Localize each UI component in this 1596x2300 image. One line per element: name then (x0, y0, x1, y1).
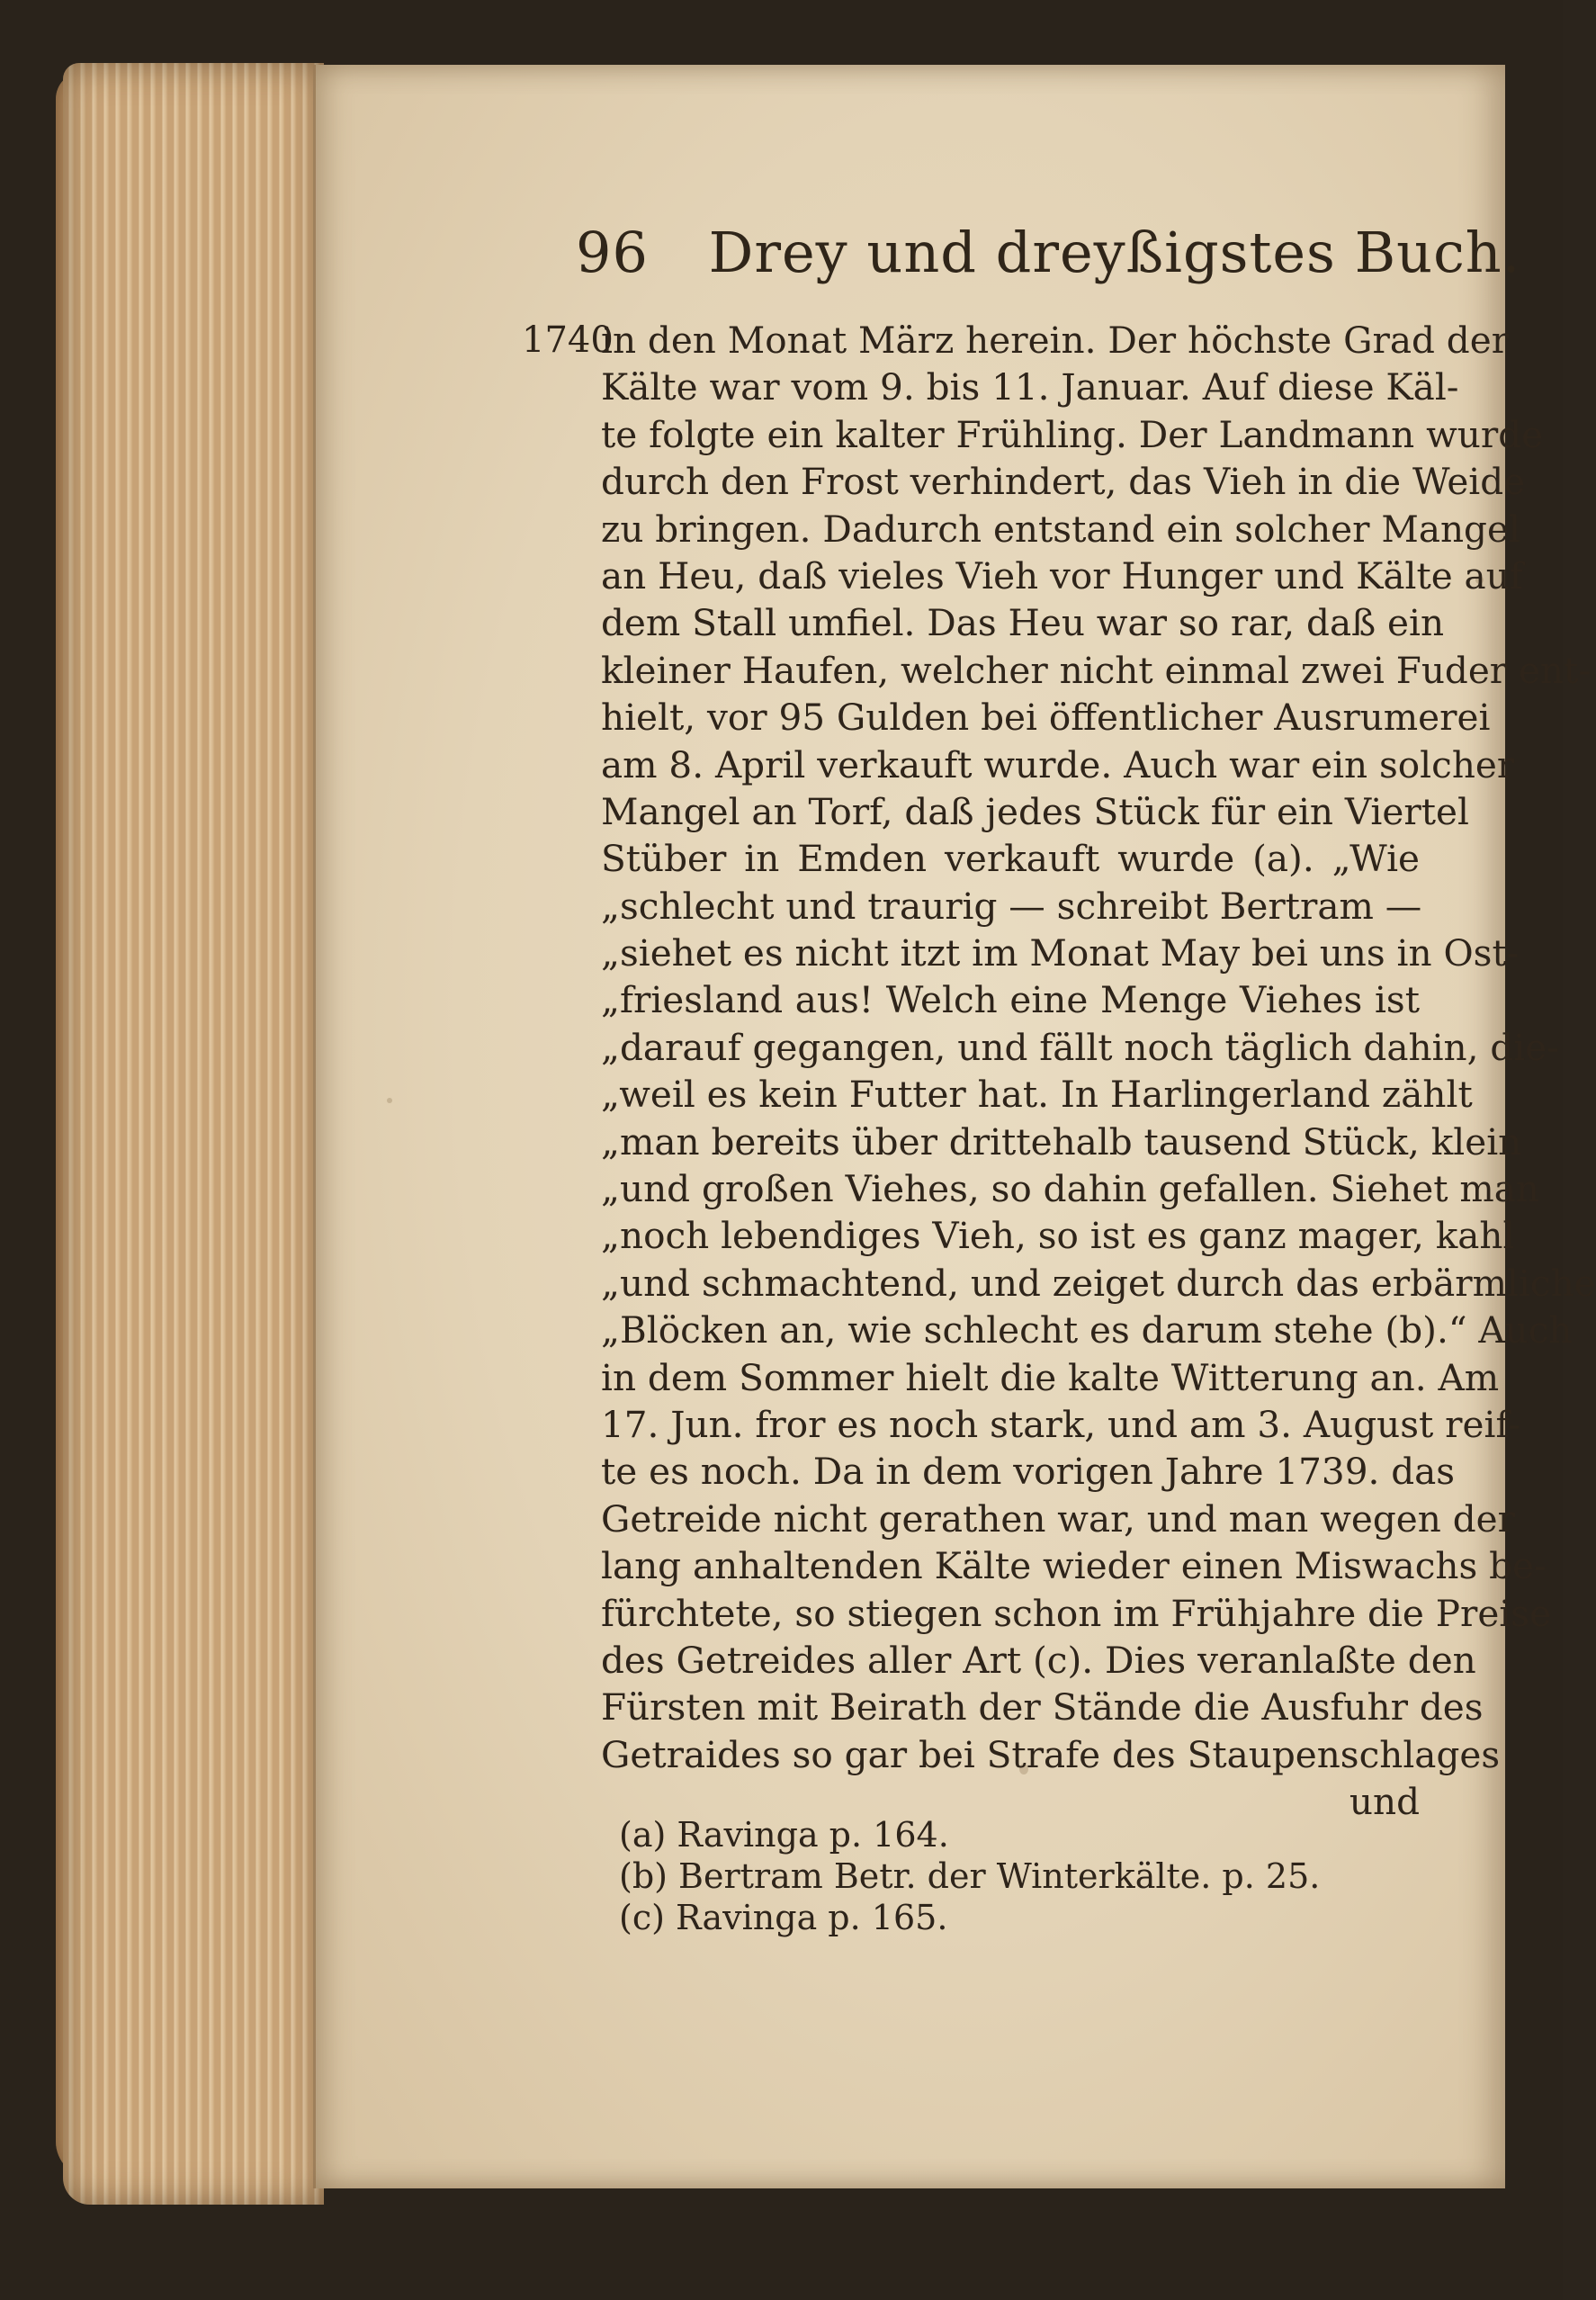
footnote: (c) Ravinga p. 165. (619, 1898, 948, 1937)
text-line: „friesland aus! Welch eine Menge Viehes ist (601, 978, 1420, 1022)
text-line: Kälte war vom 9. bis 11. Januar. Auf diese Käl- (601, 365, 1459, 409)
text-line: Getreide nicht gerathen war, und man wegen der (601, 1496, 1515, 1541)
running-head (576, 220, 1521, 285)
text-line: „und schmachtend, und zeiget durch das erbärmliche (601, 1261, 1596, 1305)
text-line: te folgte ein kalter Frühling. Der Landmann wurde (601, 412, 1544, 456)
text-line: am 8. April verkauft wurde. Auch war ein solcher (601, 742, 1515, 786)
text-line: fürchtete, so stiegen schon im Frühjahre die Preise (601, 1591, 1552, 1635)
text-line: „weil es kein Futter hat. In Harlingerland zählt (601, 1073, 1473, 1117)
text-line: „noch lebendiges Vieh, so ist es ganz mager, kahl (601, 1214, 1515, 1258)
text-line: „und großen Viehes, so dahin gefallen. Siehet man (601, 1167, 1539, 1211)
footnotes (619, 1814, 1357, 1938)
chapter-title: Drey und dreyßigstes Buch. (708, 220, 1521, 285)
text-line: hielt, vor 95 Gulden bei öffentlicher Ausrumerei (601, 696, 1491, 740)
text-line: „Blöcken an, wie schlecht es darum stehe (b).“ Auch (601, 1308, 1573, 1352)
text-line: durch den Frost verhindert, das Vieh in die Weide (601, 460, 1526, 504)
text-line: kleiner Haufen, welcher nicht einmal zwei Fuder ent- (601, 648, 1592, 692)
text-line: in den Monat März herein. Der höchste Grad der (601, 319, 1510, 362)
text-line: Stüber in Emden verkauft wurde (a). „Wie (601, 837, 1420, 881)
text-line: Fürsten mit Beirath der Stände die Ausfuhr des (601, 1685, 1484, 1729)
margin-year: 1740 (522, 319, 614, 361)
text-line: lang anhaltenden Kälte wieder einen Miswachs be- (601, 1544, 1547, 1588)
text-line: „schlecht und traurig — schreibt Bertram — (601, 884, 1422, 928)
text-line: an Heu, daß vieles Vieh vor Hunger und Kälte auf (601, 553, 1523, 597)
text-line: „siehet es nicht itzt im Monat May bei uns in Ost- (601, 931, 1520, 975)
body-text (601, 317, 1596, 1826)
text-line: in dem Sommer hielt die kalte Witterung an. Am (601, 1355, 1500, 1399)
page-edges (63, 63, 324, 2205)
footnote: (b) Bertram Betr. der Winterkälte. p. 25. (619, 1856, 1321, 1896)
text-line: Mangel an Torf, daß jedes Stück für ein Viertel (601, 789, 1469, 833)
text-line: „man bereits über drittehalb tausend Stück, klein (601, 1119, 1522, 1163)
text-line: 17. Jun. fror es noch stark, und am 3. August reif- (601, 1402, 1520, 1446)
page-number: 96 (576, 220, 649, 285)
gutter-shadow (313, 65, 316, 2188)
text-line: te es noch. Da in dem vorigen Jahre 1739. das (601, 1450, 1456, 1494)
footnote: (a) Ravinga p. 164. (619, 1815, 949, 1855)
text-line: zu bringen. Dadurch entstand ein solcher Mangel (601, 507, 1520, 551)
catchword: und (1349, 1780, 1420, 1824)
text-line: Getraides so gar bei Strafe des Staupenschlages (601, 1732, 1501, 1776)
paper-stain (387, 1098, 392, 1103)
text-line: des Getreides aller Art (c). Dies veranlaßte den (601, 1638, 1476, 1682)
text-line: „darauf gegangen, und fällt noch täglich dahin, die- (601, 1025, 1559, 1069)
text-line: dem Stall umfiel. Das Heu war so rar, daß ein (601, 601, 1445, 645)
